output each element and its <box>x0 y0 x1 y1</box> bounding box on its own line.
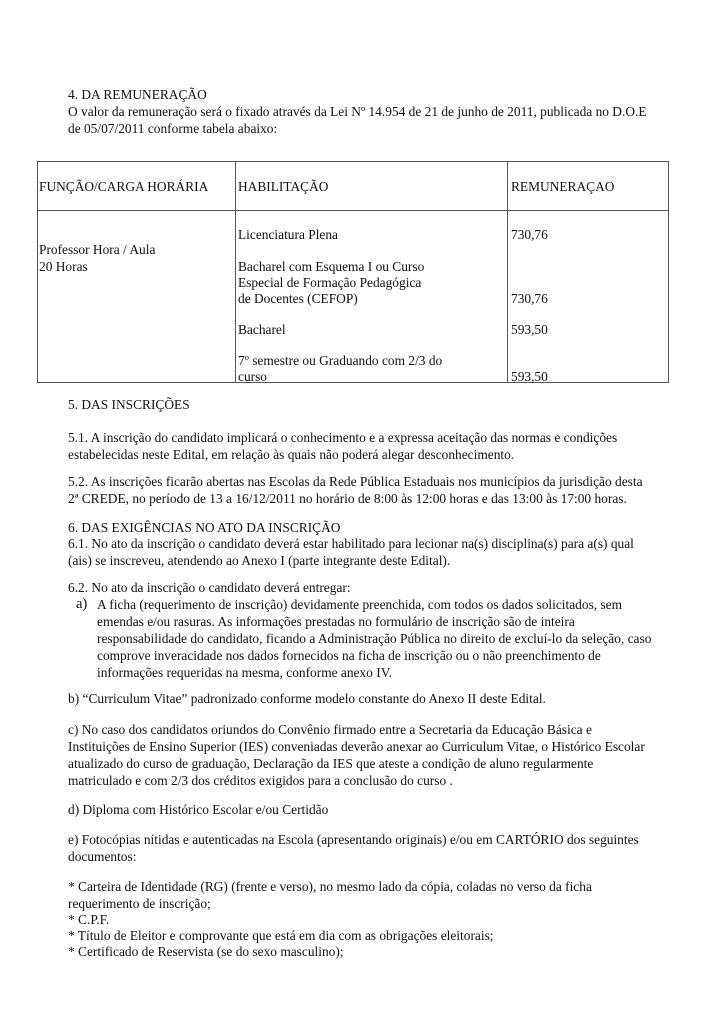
item-a-line: comprove inveracidade nos dados fornecidos na ficha de inscrição ou o não preenchimento de <box>97 648 601 663</box>
header-cell <box>236 162 508 211</box>
remuneracao-value: 730,76 <box>511 227 548 242</box>
document-list-line: * C.P.F. <box>68 912 110 927</box>
document-list-line: * Título de Eleitor e comprovante que está em dia com as obrigações eleitorais; <box>68 928 494 943</box>
item-a-marker: a) <box>76 596 88 612</box>
section-5-2-line: 2ª CREDE, no período de 13 a 16/12/2011 no horário de 8:00 às 12:00 horas e das 13:00 às 17:00 horas. <box>68 491 627 506</box>
remuneration-table <box>37 161 669 383</box>
header-cell <box>508 162 669 211</box>
section-5-1-line: 5.1. A inscrição do candidato implicará o conhecimento e a expressa aceitação das normas e condições <box>68 430 618 445</box>
table-body-row <box>38 211 669 383</box>
section-6-1-line: 6.1. No ato da inscrição o candidato deverá estar habilitado para lecionar na(s) disciplina(s) para a(s) qual <box>68 536 634 551</box>
document-list-line: requerimento de inscrição; <box>68 896 211 911</box>
remuneracao-value: 730,76 <box>511 291 548 306</box>
header-remuneracao: REMUNERAÇAO <box>511 179 615 194</box>
funcao-line: 20 Horas <box>39 259 88 274</box>
section-4-title: 4. DA REMUNERAÇÃO <box>68 87 207 102</box>
habilitacao-line: curso <box>238 369 268 384</box>
section-5-1-line: estabelecidas neste Edital, em relação às quais não poderá alegar desconhecimento. <box>68 447 515 462</box>
funcao-line: Professor Hora / Aula <box>39 242 156 257</box>
item-e-line: documentos: <box>68 849 137 864</box>
habilitacao-line: Bacharel <box>238 322 286 337</box>
habilitacao-line: Licenciatura Plena <box>238 227 339 242</box>
section-6-1-line: (ais) se inscreveu, atendendo ao Anexo I (parte integrante deste Edital). <box>68 553 451 568</box>
section-5-2-line: 5.2. As inscrições ficarão abertas nas Escolas da Rede Pública Estaduais nos municípios da jurisdição desta <box>68 474 643 489</box>
item-c-line: c) No caso dos candidatos oriundos do Convênio firmado entre a Secretaria da Educação Básica e <box>68 722 592 737</box>
header-cell <box>38 162 236 211</box>
item-a-line: A ficha (requerimento de inscrição) devidamente preenchida, com todos os dados solicitados, sem <box>97 597 623 612</box>
section-5-title: 5. DAS INSCRIÇÕES <box>68 397 190 412</box>
section-6-title: 6. DAS EXIGÊNCIAS NO ATO DA INSCRIÇÃO <box>68 520 341 535</box>
item-c-line: atualizado do curso de graduação, Declaração da IES que ateste a condição de aluno regularmente <box>68 756 594 771</box>
item-e-line: e) Fotocópias nítidas e autenticadas na Escola (apresentando originais) e/ou em CARTÓRIO dos seguintes <box>68 832 639 847</box>
document-list-line: * Carteira de Identidade (RG) (frente e verso), no mesmo lado da cópia, coladas no verso da ficha <box>68 879 592 894</box>
habilitacao-line: Especial de Formação Pedagógica <box>238 275 422 290</box>
section-4-text-line: O valor da remuneração será o fixado através da Lei Nº 14.954 de 21 de junho de 2011, publicada no D.O.E <box>68 104 647 119</box>
item-c-line: matriculado e com 2/3 dos créditos exigidos para a conclusão do curso . <box>68 773 453 788</box>
item-c-line: Instituições de Ensino Superior (IES) conveniadas deverão anexar ao Curriculum Vitae, o Histórico Escolar <box>68 739 645 754</box>
funcao-cell <box>38 211 236 383</box>
habilitacao-line: de Docentes (CEFOP) <box>238 291 358 306</box>
header-habilitacao: HABILITAÇÃO <box>238 179 329 194</box>
habilitacao-line: Bacharel com Esquema I ou Curso <box>238 259 425 274</box>
item-d-line: d) Diploma com Histórico Escolar e/ou Certidão <box>68 802 329 817</box>
table-header-row <box>38 162 669 211</box>
item-a-line: emendas e/ou rasuras. As informações prestadas no formulário de inscrição são de inteira <box>97 614 575 629</box>
item-a-line: responsabilidade do candidato, ficando a Administração Pública no direito de excluí-lo da seleção, caso <box>97 631 652 646</box>
header-funcao: FUNÇÃO/CARGA HORÁRIA <box>39 179 209 194</box>
item-b-line: b) “Curriculum Vitae” padronizado conforme modelo constante do Anexo II deste Edital. <box>68 691 546 706</box>
remuneracao-value: 593,50 <box>511 322 548 337</box>
item-a-line: informações requeridas na mesma, conforme anexo IV. <box>97 665 392 680</box>
section-6-2-intro: 6.2. No ato da inscrição o candidato deverá entregar: <box>68 580 351 595</box>
remuneracao-cell <box>508 211 669 383</box>
document-list-line: * Certificado de Reservista (se do sexo masculino); <box>68 944 344 959</box>
habilitacao-cell <box>236 211 508 383</box>
section-4-text-line: de 05/07/2011 conforme tabela abaixo: <box>68 121 278 136</box>
remuneracao-value: 593,50 <box>511 369 548 384</box>
habilitacao-line: 7º semestre ou Graduando com 2/3 do <box>238 353 443 368</box>
